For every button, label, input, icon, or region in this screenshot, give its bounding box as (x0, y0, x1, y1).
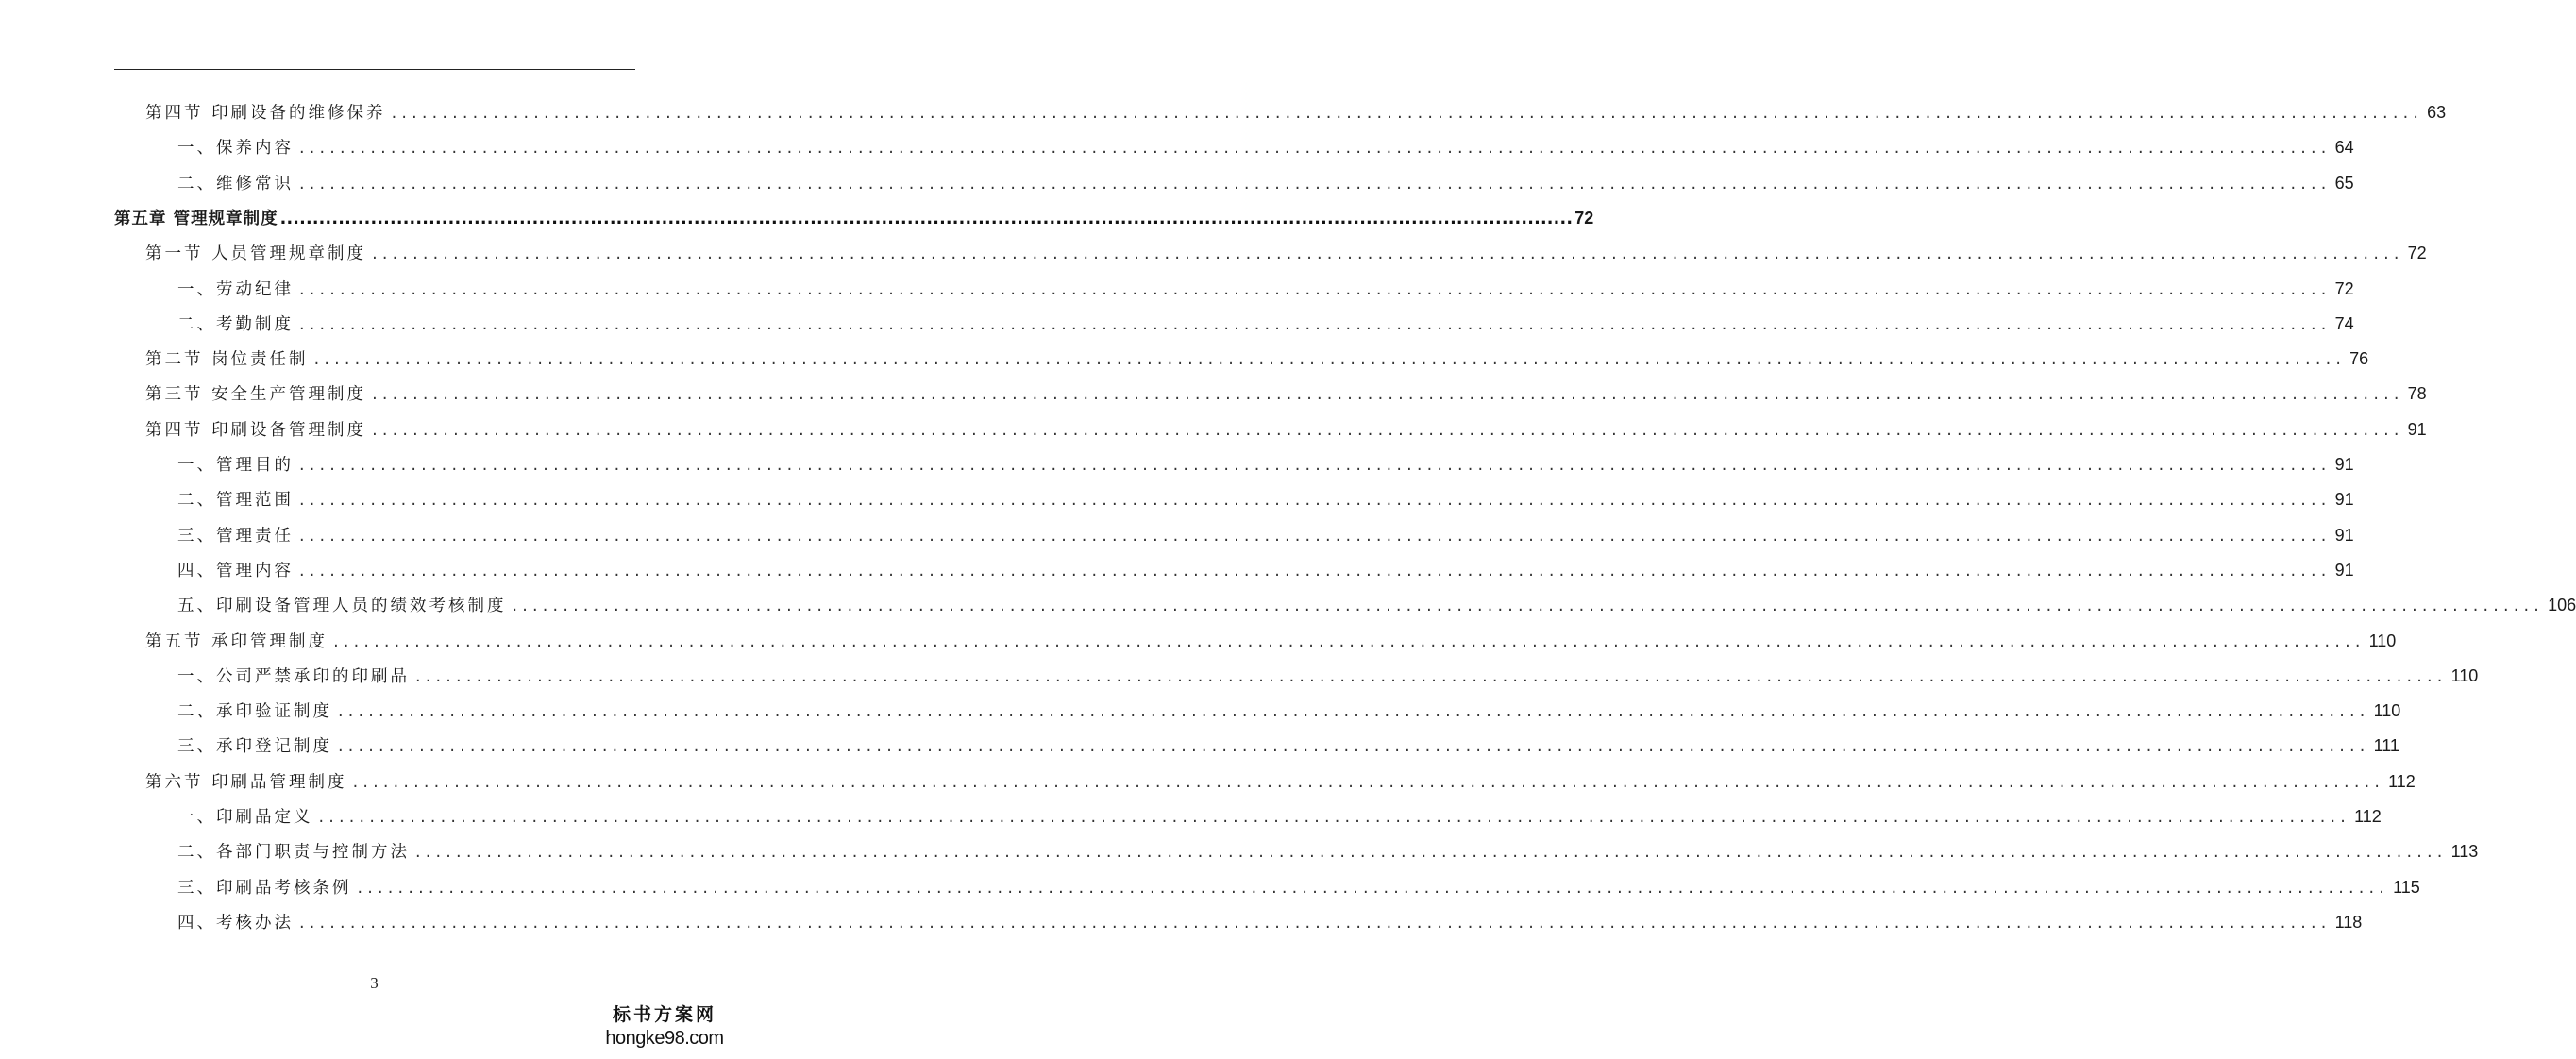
toc-entry-item[interactable] (177, 311, 2354, 337)
toc-entry-label: 第五节 承印管理制度 (145, 631, 328, 651)
toc-entry-page: 113 (2450, 842, 2479, 862)
toc-entry-page: 63 (2427, 103, 2447, 122)
toc-entry-item[interactable] (177, 698, 2401, 724)
toc-entry-item[interactable] (177, 874, 2420, 900)
toc-entry-item[interactable] (177, 663, 2479, 689)
toc-entry-page: 74 (2334, 313, 2354, 333)
toc-entry-label: 一、劳动纪律 (177, 279, 294, 299)
toc-entry-page: 72 (2334, 278, 2354, 298)
watermark-url: hongke98.com (605, 1028, 724, 1049)
toc-entry-section[interactable] (145, 628, 2397, 654)
toc-entry-label: 第四节 印刷设备的维修保养 (145, 104, 386, 123)
toc-entry-label: 四、考核办法 (177, 913, 294, 933)
dot-leader: ........................................................................................................................................................................................................ (372, 420, 2404, 440)
toc-entry-item[interactable] (177, 803, 2382, 830)
dot-leader: ........................................................................................................................................................................................................ (299, 314, 2332, 334)
toc-entry-page: 112 (2354, 807, 2382, 826)
toc-entry-label: 第二节 岗位责任制 (145, 350, 309, 370)
toc-entry-item[interactable] (177, 909, 2363, 935)
toc-entry-page: 106 (2548, 596, 2576, 615)
toc-entry-label: 二、承印验证制度 (177, 702, 332, 722)
toc-entry-page: 91 (2334, 560, 2354, 580)
toc-entry-page: 110 (2373, 701, 2401, 721)
toc-entry-section[interactable] (145, 416, 2427, 443)
toc-entry-item[interactable] (177, 592, 2576, 618)
toc-entry-label: 四、管理内容 (177, 561, 294, 580)
toc-entry-item[interactable] (177, 522, 2354, 548)
toc-entry-item[interactable] (177, 732, 2399, 759)
toc-entry-label: 二、管理范围 (177, 491, 294, 511)
toc-entry-section[interactable] (145, 345, 2369, 372)
dot-leader: ........................................................................................................................................................................................................ (391, 104, 2424, 123)
dot-leader: ........................................................................................................................................................................................................ (279, 209, 1574, 228)
dot-leader: ........................................................................................................................................................................................................ (299, 139, 2332, 159)
dot-leader: ........................................................................................................................................................................................................ (299, 456, 2332, 475)
dot-leader: ........................................................................................................................................................................................................ (338, 702, 2370, 722)
toc-entry-label: 三、管理责任 (177, 526, 294, 546)
dot-leader: ........................................................................................................................................................................................................ (299, 561, 2332, 580)
dot-leader: ........................................................................................................................................................................................................ (338, 737, 2370, 757)
watermark-logo (594, 1004, 735, 1050)
toc-entry-label: 第三节 安全生产管理制度 (145, 385, 367, 405)
toc-entry-item[interactable] (177, 838, 2479, 865)
toc-entry-page: 72 (2407, 244, 2427, 263)
dot-leader: ........................................................................................................................................................................................................ (352, 772, 2385, 792)
toc-entry-section[interactable] (145, 99, 2447, 126)
toc-entry-label: 二、维修常识 (177, 174, 294, 193)
dot-leader: ........................................................................................................................................................................................................ (299, 526, 2332, 546)
toc-entry-section[interactable] (145, 768, 2416, 795)
toc-entry-page: 112 (2388, 771, 2416, 791)
toc-entry-label: 一、公司严禁承印的印刷品 (177, 666, 410, 686)
dot-leader: ........................................................................................................................................................................................................ (299, 491, 2332, 511)
dot-leader: ........................................................................................................................................................................................................ (318, 808, 2351, 827)
toc-entry-item[interactable] (177, 134, 2354, 160)
toc-entry-label: 第一节 人员管理规章制度 (145, 244, 367, 264)
toc-entry-page: 91 (2334, 490, 2354, 510)
toc-entry-section[interactable] (145, 240, 2427, 266)
dot-leader: ........................................................................................................................................................................................................ (357, 878, 2390, 898)
watermark-site-name: 标书方案网 (612, 1005, 716, 1025)
toc-entry-page: 115 (2393, 877, 2420, 897)
toc-entry-page: 91 (2334, 525, 2354, 545)
toc-entry-page: 91 (2334, 455, 2354, 474)
toc-entry-page: 110 (2368, 630, 2397, 650)
toc-entry-page: 76 (2349, 349, 2369, 369)
dot-leader: ........................................................................................................................................................................................................ (299, 279, 2332, 299)
toc-entry-label: 第四节 印刷设备管理制度 (145, 420, 367, 440)
toc-entry-label: 二、考勤制度 (177, 314, 294, 334)
toc-entry-label: 五、印刷设备管理人员的绩效考核制度 (177, 597, 507, 616)
dot-leader: ........................................................................................................................................................................................................ (333, 631, 2366, 651)
toc-entry-page: 72 (1574, 208, 1594, 227)
dot-leader: ........................................................................................................................................................................................................ (313, 350, 2347, 370)
toc-entry-page: 118 (2334, 912, 2363, 932)
toc-entry-page: 65 (2334, 173, 2354, 193)
dot-leader: ........................................................................................................................................................................................................ (415, 843, 2448, 863)
toc-entry-item[interactable] (177, 451, 2354, 478)
dot-leader: ........................................................................................................................................................................................................ (372, 244, 2404, 264)
toc-entry-item[interactable] (177, 170, 2354, 196)
toc-entry-label: 第六节 印刷品管理制度 (145, 772, 347, 792)
toc-entry-page: 64 (2334, 138, 2354, 158)
toc-entry-label: 一、印刷品定义 (177, 808, 313, 827)
toc-entry-page: 110 (2450, 665, 2479, 685)
toc-entry-chapter[interactable] (114, 205, 1594, 231)
toc-entry-label: 三、承印登记制度 (177, 737, 332, 757)
toc-entry-item[interactable] (177, 557, 2354, 583)
toc-entry-page: 78 (2407, 384, 2427, 404)
dot-leader: ........................................................................................................................................................................................................ (299, 913, 2332, 933)
dot-leader: ........................................................................................................................................................................................................ (415, 666, 2448, 686)
toc-entry-label: 第五章 管理规章制度 (114, 209, 278, 228)
toc-entry-label: 三、印刷品考核条例 (177, 878, 352, 898)
page-number: 3 (370, 974, 379, 992)
toc-entry-label: 一、保养内容 (177, 139, 294, 159)
toc-entry-page: 111 (2373, 736, 2399, 756)
dot-leader: ........................................................................................................................................................................................................ (512, 597, 2545, 616)
toc-entry-label: 二、各部门职责与控制方法 (177, 843, 410, 863)
toc-entry-section[interactable] (145, 380, 2427, 407)
toc-entry-page: 91 (2407, 419, 2427, 439)
toc-entry-item[interactable] (177, 276, 2354, 302)
dot-leader: ........................................................................................................................................................................................................ (372, 385, 2404, 405)
toc-entry-item[interactable] (177, 486, 2354, 513)
dot-leader: ........................................................................................................................................................................................................ (299, 174, 2332, 193)
toc-entry-label: 一、管理目的 (177, 456, 294, 475)
